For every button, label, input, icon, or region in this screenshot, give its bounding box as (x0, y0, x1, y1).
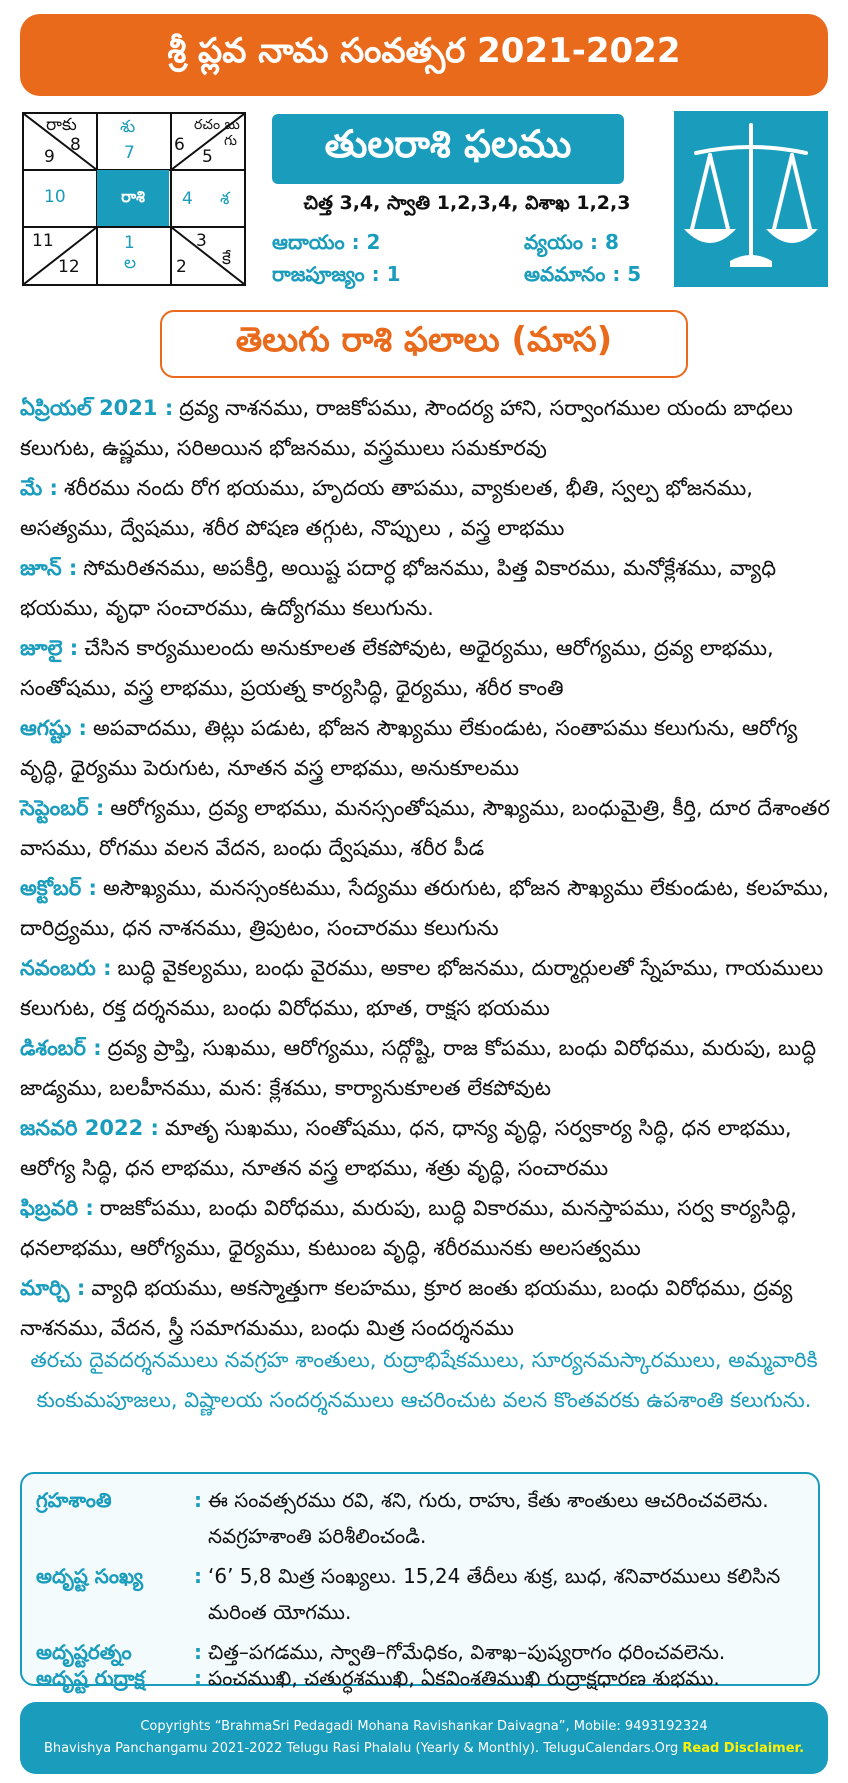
month-name: జూలై : (20, 636, 79, 660)
stat-income: ఆదాయం : 2 (272, 230, 381, 254)
month-name: జనవరి 2022 : (20, 1116, 159, 1140)
cell-tr-guru: గు (224, 133, 238, 149)
month-text: చేసిన కార్యములందు అనుకూలత లేకపోవుట, అధైర్యము, ఆరోగ్యము, ద్రవ్య లాభము, సంతోషము, వస్త్ర లాభము, ప్రయత్న కార్యసిద్ధి, ధైర్యము, శరీర కాంతి (20, 636, 774, 700)
libra-symbol-icon (674, 111, 828, 287)
month-text: సోమరితనము, అపకీర్తి, అయిష్ట పదార్ధ భోజనము, పిత్త వికారము, మనోక్లేశము, వ్యాధి భయము, వృధా సంచారము, ఉద్యోగము కలుగును. (20, 556, 777, 620)
month-name: మార్చి : (20, 1276, 86, 1300)
cell-tc-planet: శు (120, 117, 136, 137)
stat-expense: వ్యయం : 8 (524, 230, 619, 254)
month-text: వ్యాధి భయము, అకస్మాత్తుగా కలహము, క్రూర జంతు భయము, బంధు విరోధము, ద్రవ్య నాశనము, వేదన, స్త్రీ సమాగమము, బంధు మిత్ర సందర్శనము (20, 1276, 793, 1340)
month-name: ఆగష్టు : (20, 716, 87, 740)
info-value: ఈ సంవత్సరము రవి, శని, గురు, రాహు, కేతు శాంతులు ఆచరించవలెను. నవగ్రహశాంతి పరిశీలించండి. (208, 1488, 769, 1548)
month-name: ఫిబ్రవరి : (20, 1196, 94, 1220)
info-value: ‘6’ 5,8 మిత్ర సంఖ్యలు. 15,24 తేదీలు శుక్ర, బుధ, శనివారములు కలిసిన మరింత యోగము. (208, 1564, 781, 1624)
info-label: గ్రహశాంతి (36, 1488, 112, 1512)
month-entry-may (20, 468, 832, 548)
month-entry-april (20, 388, 832, 468)
month-name: నవంబరు : (20, 956, 112, 980)
cell-br-n1: 3 (196, 231, 207, 251)
info-colon: : (194, 1564, 202, 1588)
info-colon: : (194, 1640, 202, 1664)
month-name: అక్టోబర్ : (20, 876, 97, 900)
info-value: చిత్త–పగడము, స్వాతి–గోమేధికం, విశాఖ–పుష్యరాగం ధరించవలెను. (208, 1640, 726, 1664)
month-entry-march (20, 1268, 832, 1348)
stat-insult: అవమానం : 5 (524, 262, 642, 286)
rasi-chart (22, 112, 246, 286)
rasi-center-label: రాశి (121, 186, 145, 206)
cell-br-planet: కే (222, 249, 231, 269)
month-name: సెప్టెంబర్ : (20, 796, 105, 820)
cell-bl-n2: 12 (58, 257, 80, 277)
cell-br-n2: 2 (176, 257, 187, 277)
remedy-note: తరచు దైవదర్శనములు నవగ్రహ శాంతులు, రుద్రాభిషేకములు, సూర్యనమస్కారములు, అమ్మవారికి కుంకుమపూజలు, విష్ణాలయ సందర్శనములు ఆచరించుట వలన కొంతవరకు ఉపశాంతి కలుగును. (30, 1348, 818, 1412)
month-entry-february (20, 1188, 832, 1268)
month-text: రాజకోపము, బంధు విరోధము, మరుపు, బుద్ధి వికారము, మనస్తాపము, సర్వ కార్యసిద్ధి, ధనలాభము, ఆరోగ్యము, ధైర్యము, కుటుంబ వృద్ధి, శరీరమునకు అలసత్వము (20, 1196, 797, 1260)
rasi-title (272, 114, 624, 184)
copyright-footer (20, 1702, 828, 1774)
monthly-results-heading-text: తెలుగు రాశి ఫలాలు (మాస) (235, 320, 613, 360)
footer-copyright: Copyrights “BrahmaSri Pedagadi Mohana Ravishankar Daivagna”, Mobile: 9493192324 (140, 1719, 708, 1734)
cell-ml-n: 10 (44, 187, 66, 207)
info-colon: : (194, 1488, 202, 1512)
remedies-info-box (20, 1472, 820, 1690)
month-text: శరీరము నందు రోగ భయము, హృదయ తాపము, వ్యాకులత, భీతి, స్వల్ప భోజనము, అసత్యము, ద్వేషము, శరీర పోషణ తగ్గుట, నొప్పులు , వస్త్ర లాభము (20, 476, 753, 540)
month-entry-october (20, 868, 832, 948)
cell-tr-n1: 6 (174, 135, 185, 155)
month-name: ఏప్రియల్ 2021 : (20, 396, 174, 420)
month-entry-december (20, 1028, 832, 1108)
nakshatra-line: చిత్త 3,4, స్వాతి 1,2,3,4, విశాఖ 1,2,3 (303, 192, 631, 214)
month-entry-january (20, 1108, 832, 1188)
cell-bc-n: 1 (124, 233, 135, 253)
info-label: అదృష్ట సంఖ్య (36, 1564, 144, 1588)
read-disclaimer-link[interactable]: Read Disclaimer. (682, 1741, 805, 1756)
footer-source (20, 1738, 828, 1760)
month-text: అసౌఖ్యము, మనస్సంకటము, సేద్యము తరుగుట, భోజన సౌఖ్యము లేకుండుట, కలహము, దారిద్ర్యము, ధన నాశనము, త్రిపుటం, సంచారము కలుగును (20, 876, 830, 940)
footer-source-text: Bhavishya Panchangamu 2021-2022 Telugu Rasi Phalalu (Yearly & Monthly). TeluguCalendars.Org (43, 1741, 679, 1756)
month-text: బుద్ధి వైకల్యము, బంధు వైరము, అకాల భోజనము, దుర్మార్గులతో స్నేహము, గాయములు కలుగుట, రక్త దర్శనము, బంధు విరోధము, భూత, రాక్షస భయము (20, 956, 824, 1020)
monthly-results-heading (160, 310, 688, 378)
info-label: అదృష్ట రుద్రాక్ష (36, 1666, 145, 1690)
cell-mr-planet: శ (220, 189, 230, 209)
info-colon: : (194, 1666, 202, 1690)
month-entry-july (20, 628, 832, 708)
month-text: అపవాదము, తిట్లు పడుట, భోజన సౌఖ్యము లేకుండుట, సంతాపము కలుగును, ఆరోగ్య వృద్ధి, ధైర్యము పెరుగుట, నూతన వస్త్ర లాభము, అనుకూలము (20, 716, 798, 780)
page-banner (20, 14, 828, 96)
cell-bl-n1: 11 (32, 231, 54, 251)
month-name: జూన్ : (20, 556, 78, 580)
cell-tl-n2: 9 (44, 147, 55, 167)
cell-tr-planets: రచం బు (194, 117, 240, 133)
month-text: ద్రవ్య నాశనము, రాజకోపము, సౌందర్య హాని, సర్వాంగముల యందు బాధలు కలుగుట, ఉష్ణము, సరిఅయిన భోజనము, వస్త్రములు సమకూరవు (20, 396, 793, 460)
month-name: మే : (20, 476, 58, 500)
month-name: డిశంబర్ : (20, 1036, 102, 1060)
monthly-results (20, 388, 832, 1348)
month-entry-september (20, 788, 832, 868)
cell-mr-n: 4 (182, 189, 193, 209)
stat-honour: రాజపూజ్యం : 1 (272, 262, 401, 286)
month-text: ద్రవ్య ప్రాప్తి, సుఖము, ఆరోగ్యము, సద్గోష్టి, రాజ కోపము, బంధు విరోధము, మరుపు, బుద్ధి జాడ్యము, బలహీనము, మన: క్లేశము, కార్యానుకూలత లేకపోవుట (20, 1036, 817, 1100)
rasi-center (97, 170, 169, 226)
cell-tl-planets: రాకు (46, 115, 77, 135)
info-label: అదృష్టరత్నం (36, 1640, 132, 1664)
banner-title: శ్రీ ప్లవ నామ సంవత్సర 2021-2022 (167, 31, 681, 71)
cell-tr-n2: 5 (202, 147, 213, 167)
cell-tl-n1: 8 (70, 135, 81, 155)
cell-tc-n: 7 (124, 143, 135, 163)
month-text: మాతృ సుఖము, సంతోషము, ధన, ధాన్య వృద్ధి, సర్వకార్య సిద్ధి, ధన లాభము, ఆరోగ్య సిద్ధి, ధన లాభము, నూతన వస్త్ర లాభము, శత్రు వృద్ధి, సంచారము (20, 1116, 792, 1180)
month-text: ఆరోగ్యము, ద్రవ్య లాభము, మనస్సంతోషము, సౌఖ్యము, బంధుమైత్రి, కీర్తి, దూర దేశాంతర వాసము, రోగము వలన వేదన, బంధు ద్వేషము, శరీర పీడ (20, 796, 830, 860)
month-entry-june (20, 548, 832, 628)
rasi-title-text: తులరాశి ఫలము (324, 122, 572, 166)
month-entry-august (20, 708, 832, 788)
month-entry-november (20, 948, 832, 1028)
cell-bc-planet: ల (124, 253, 137, 273)
info-value: పంచముఖి, చతుర్ధశముఖి, ఏకవింశతిముఖి రుద్రాక్షధారణ శుభము. (208, 1666, 720, 1690)
